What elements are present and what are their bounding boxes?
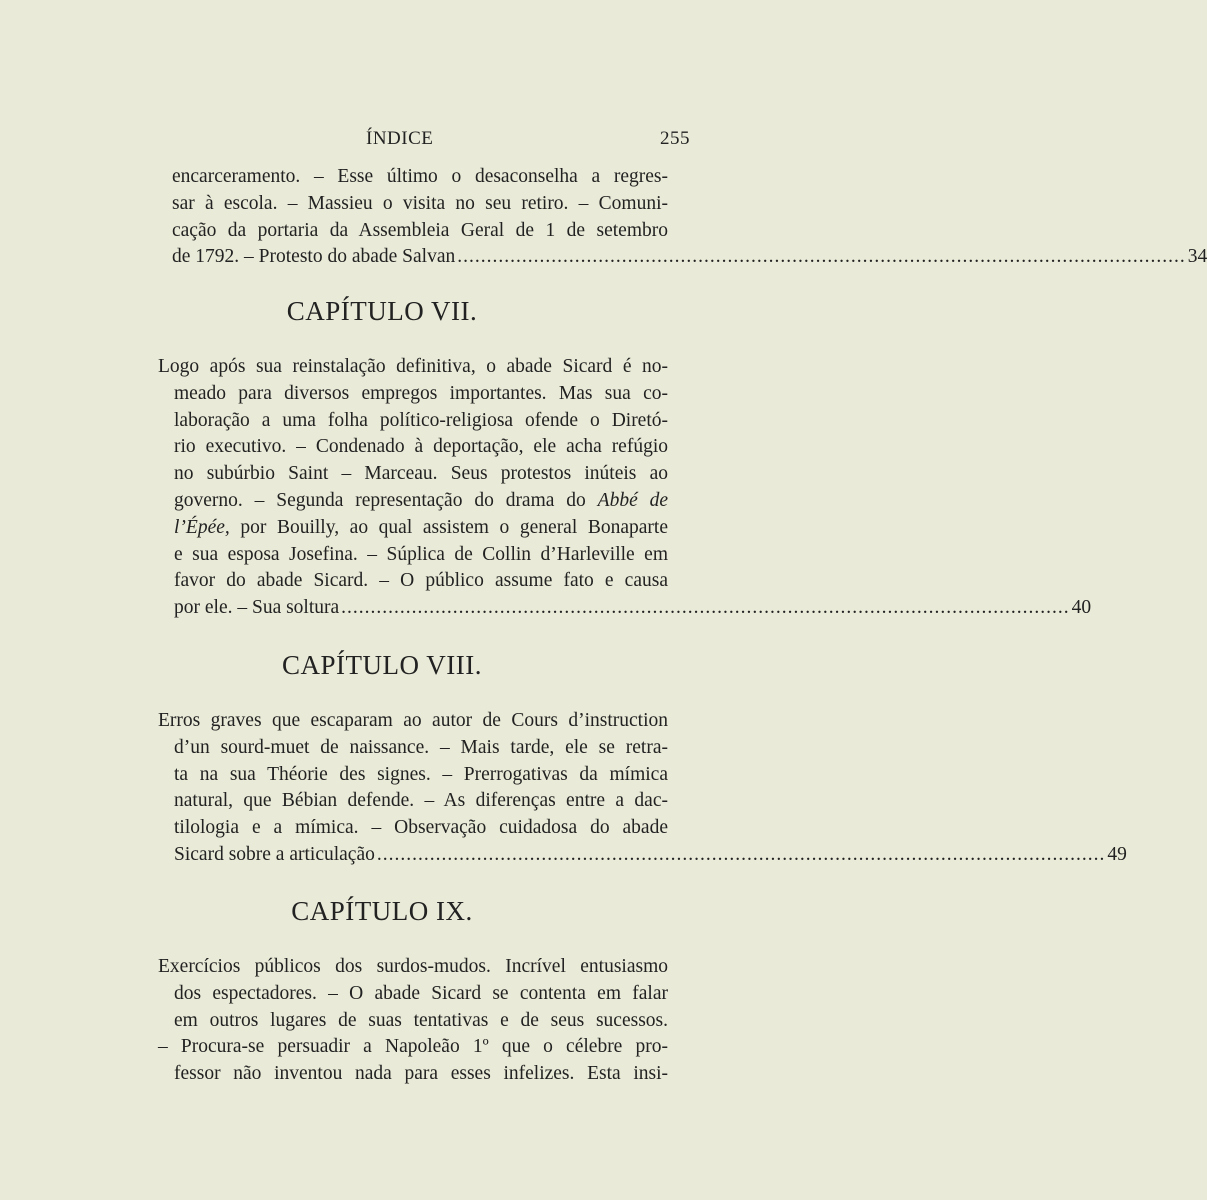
entry-text: de 1792. – Protesto do abade Salvan — [172, 246, 456, 268]
chapter-viii-summary — [158, 708, 1127, 869]
entry-page-number: 49 — [1107, 843, 1127, 865]
dot-leader: ............................................................................................................................ — [341, 597, 1070, 619]
running-header — [0, 128, 764, 154]
text-run: governo. – Segunda representação do drama do — [174, 489, 598, 511]
entry-page-number: 40 — [1071, 597, 1092, 619]
text-line: natural, que Bébian defende. – As diferenças entre a dac- — [174, 790, 668, 812]
dot-leader: ............................................................................................................................ — [457, 246, 1186, 268]
entry-page-number: 34 — [1187, 246, 1207, 268]
italic-title: l’Épée, — [174, 516, 230, 538]
toc-entry-line — [158, 595, 1092, 622]
text-line: cação da portaria da Assembleia Geral de 1 de setembro — [172, 219, 668, 241]
page-number: 255 — [660, 128, 690, 149]
toc-entry-line — [158, 842, 1127, 869]
chapter-heading: CAPÍTULO IX. — [291, 896, 473, 926]
chapter-vii-summary — [158, 354, 1092, 622]
header-title: ÍNDICE — [366, 128, 434, 149]
toc-entry-line — [172, 244, 1207, 271]
intro-paragraph — [172, 164, 1207, 271]
text-line: meado para diversos empregos importantes. Mas sua co- — [174, 382, 668, 404]
text-line: encarceramento. – Esse último o desaconselha a regres- — [172, 166, 668, 187]
text-line: – Procura-se persuadir a Napoleão 1º que o célebre pro- — [158, 1036, 668, 1058]
text-line: dos espectadores. – O abade Sicard se contenta em falar — [174, 982, 668, 1004]
chapter-ix-summary — [158, 954, 668, 1088]
text-line: tilologia e a mímica. – Observação cuidadosa do abade — [174, 817, 668, 839]
text-line: Exercícios públicos dos surdos-mudos. Incrível entusiasmo — [158, 956, 668, 977]
text-line: ta na sua Théorie des signes. – Prerrogativas da mímica — [174, 763, 668, 785]
text-line: e sua esposa Josefina. – Súplica de Collin d’Harleville em — [174, 543, 668, 565]
text-line: d’un sourd-muet de naissance. – Mais tarde, ele se retra- — [174, 736, 668, 758]
text-line — [158, 488, 668, 515]
text-line: fessor não inventou nada para esses infelizes. Esta insi- — [174, 1063, 668, 1085]
text-line: Erros graves que escaparam ao autor de Cours d’instruction — [158, 710, 668, 731]
text-line: Logo após sua reinstalação definitiva, o abade Sicard é no- — [158, 356, 668, 377]
text-line: rio executivo. – Condenado à deportação, ele acha refúgio — [174, 436, 668, 458]
text-line: laboração a uma folha político-religiosa ofende o Diretó- — [174, 409, 668, 431]
text-line: sar à escola. – Massieu o visita no seu retiro. – Comuni- — [172, 192, 668, 214]
chapter-heading: CAPÍTULO VII. — [286, 296, 478, 326]
dot-leader: ............................................................................................................................ — [376, 843, 1106, 865]
entry-text: Sicard sobre a articulação — [174, 843, 375, 865]
text-run: por Bouilly, ao qual assistem o general Bonaparte — [229, 516, 668, 538]
entry-text: por ele. – Sua soltura — [174, 597, 340, 619]
text-line: favor do abade Sicard. – O público assume fato e causa — [174, 570, 668, 592]
text-line: no subúrbio Saint – Marceau. Seus protestos inúteis ao — [174, 463, 668, 485]
italic-title: Abbé de — [597, 489, 668, 511]
chapter-heading: CAPÍTULO VIII. — [282, 650, 482, 680]
text-line — [158, 515, 668, 542]
text-line: em outros lugares de suas tentativas e de seus sucessos. — [174, 1009, 668, 1031]
